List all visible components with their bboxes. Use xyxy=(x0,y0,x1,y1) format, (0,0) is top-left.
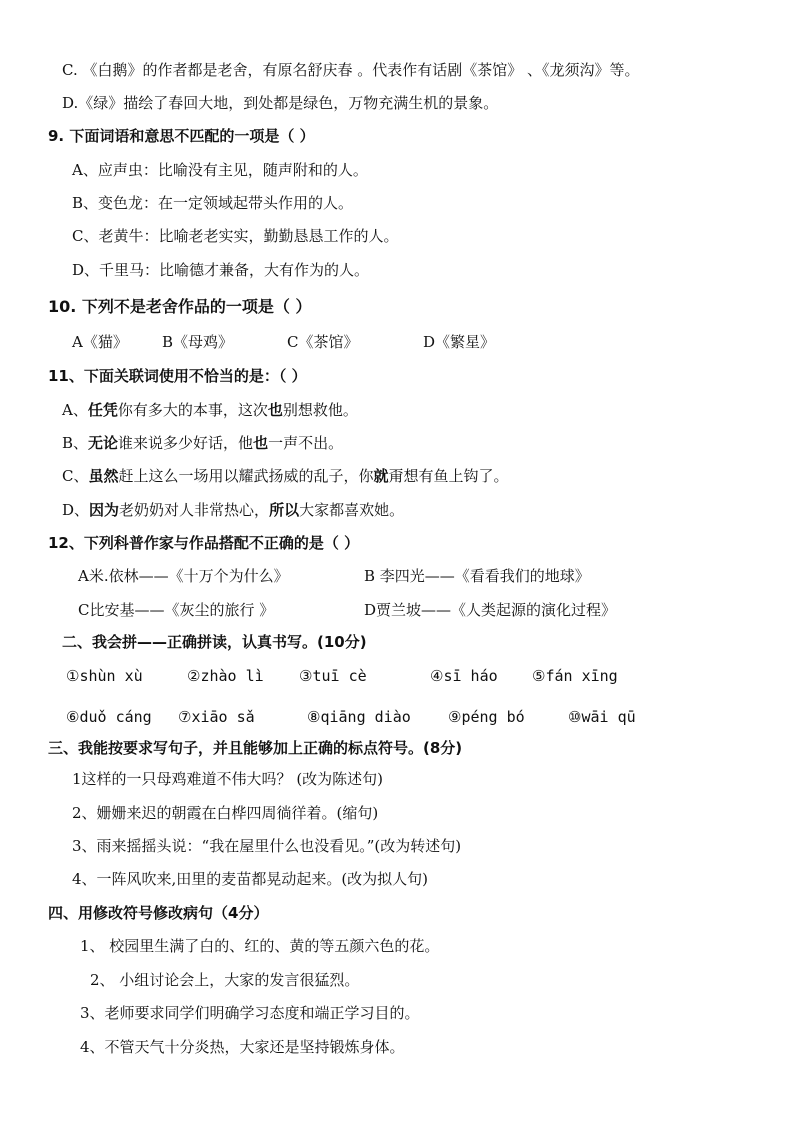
text-segment: 你有多大的本事，这次 xyxy=(117,401,268,419)
conjunction-word: 任凭 xyxy=(87,401,118,419)
section2-title: 二、我会拼——正确拼读，认真书写。(10分) xyxy=(62,633,367,651)
pinyin-item: ⑨péng bó xyxy=(448,708,525,726)
text-segment: C、 xyxy=(62,467,89,485)
section4-item: 4、不管天气十分炎热，大家还是坚持锻炼身体。 xyxy=(80,1038,405,1056)
q10-option-d: D《繁星》 xyxy=(423,333,496,351)
pinyin-item: ①shùn xù xyxy=(66,667,143,685)
q12-option-b: B 李四光——《看看我们的地球》 xyxy=(364,567,590,585)
pinyin-item: ⑧qiāng diào xyxy=(307,708,411,726)
text-segment: 老奶奶对人非常热心， xyxy=(119,501,270,519)
text-segment: 赶上这么一场用以耀武扬威的乱子，你 xyxy=(118,467,374,485)
q10-option-b: B《母鸡》 xyxy=(162,333,234,351)
pinyin-item: ④sī háo xyxy=(430,667,498,685)
q9-option-d: D、千里马：比喻德才兼备，大有作为的人。 xyxy=(72,261,370,279)
q12-option-d: D贾兰坡——《人类起源的演化过程》 xyxy=(364,601,617,619)
pinyin-item: ⑥duǒ cáng xyxy=(66,708,152,726)
q11-option-b xyxy=(62,433,343,453)
conjunction-word: 所以 xyxy=(269,501,300,519)
q10-option-a: A《猫》 xyxy=(72,333,128,351)
q9-title: 9. 下面词语和意思不匹配的一项是（ ） xyxy=(48,127,315,145)
conjunction-word: 因为 xyxy=(89,501,120,519)
q8-option-d: D.《绿》描绘了春回大地，到处都是绿色，万物充满生机的景象。 xyxy=(62,94,499,112)
text-segment: 大家都喜欢她。 xyxy=(299,501,405,519)
section3-item: 3、雨来摇摇头说：“我在屋里什么也没看见。”(改为转述句) xyxy=(72,837,462,855)
text-segment: 谁来说多少好话，他 xyxy=(118,434,254,452)
q10-title: 10. 下列不是老舍作品的一项是（ ） xyxy=(48,297,312,316)
q12-title: 12、下列科普作家与作品搭配不正确的是（ ） xyxy=(48,534,360,552)
text-segment: A、 xyxy=(62,401,88,419)
pinyin-item: ⑤fán xīng xyxy=(532,667,618,685)
pinyin-item: ⑩wāi qū xyxy=(568,708,636,726)
text-segment: 甭想有鱼上钩了。 xyxy=(388,467,509,485)
text-segment: 一声不出。 xyxy=(268,434,344,452)
section4-item: 1、 校园里生满了白的、红的、黄的等五颜六色的花。 xyxy=(80,937,440,955)
conjunction-word: 也 xyxy=(253,434,269,452)
q12-option-a: A米.依林——《十万个为什么》 xyxy=(78,567,289,585)
q11-option-d xyxy=(62,500,404,520)
q9-option-a: A、应声虫：比喻没有主见，随声附和的人。 xyxy=(72,161,368,179)
q9-option-c: C、老黄牛：比喻老老实实，勤勤恳恳工作的人。 xyxy=(72,227,399,245)
text-segment: B、 xyxy=(62,434,89,452)
pinyin-item: ③tuī cè xyxy=(299,667,367,685)
text-segment: D、 xyxy=(62,501,90,519)
section3-title: 三、我能按要求写句子，并且能够加上正确的标点符号。(8分) xyxy=(48,739,463,757)
section4-title: 四、用修改符号修改病句（4分） xyxy=(48,904,269,922)
text-segment: 别想救他。 xyxy=(282,401,358,419)
q12-option-c: C比安基——《灰尘的旅行 》 xyxy=(78,601,275,619)
pinyin-item: ②zhào lì xyxy=(187,667,264,685)
section4-item: 2、 小组讨论会上，大家的发言很猛烈。 xyxy=(90,971,360,989)
q9-option-b: B、变色龙：在一定领域起带头作用的人。 xyxy=(72,194,354,212)
q11-option-a xyxy=(62,400,358,420)
q11-title: 11、下面关联词使用不恰当的是：（ ） xyxy=(48,367,307,385)
q8-option-c: C. 《白鹅》的作者都是老舍，有原名舒庆春 。代表作有话剧《茶馆》 、《龙须沟》等。 xyxy=(62,61,640,79)
section4-item: 3、老师要求同学们明确学习态度和端正学习目的。 xyxy=(80,1004,420,1022)
q11-option-c xyxy=(62,466,509,486)
pinyin-item: ⑦xiāo sǎ xyxy=(178,708,255,726)
conjunction-word: 就 xyxy=(373,467,389,485)
conjunction-word: 也 xyxy=(267,401,283,419)
conjunction-word: 虽然 xyxy=(88,467,119,485)
section3-item: 4、一阵风吹来,田里的麦苗都晃动起来。(改为拟人句) xyxy=(72,870,429,888)
conjunction-word: 无论 xyxy=(88,434,119,452)
section3-item: 2、姗姗来迟的朝霞在白桦四周徜徉着。(缩句) xyxy=(72,804,379,822)
q10-option-c: C《茶馆》 xyxy=(287,333,359,351)
section3-item: 1这样的一只母鸡难道不伟大吗？ (改为陈述句) xyxy=(72,770,384,788)
